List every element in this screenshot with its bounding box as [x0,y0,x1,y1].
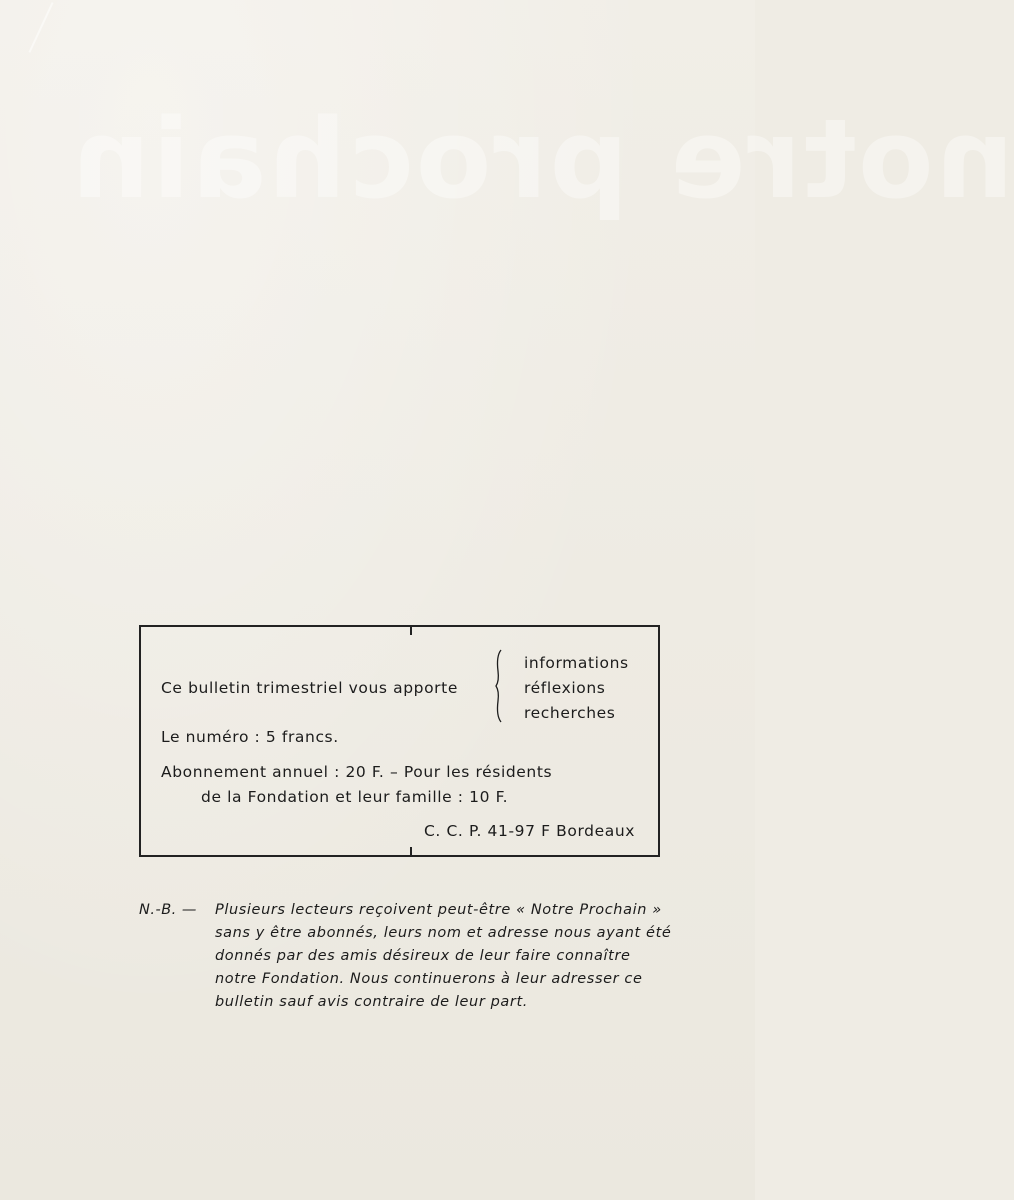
price-text: Le numéro : 5 francs. [161,728,339,746]
note-line: notre Fondation. Nous continuerons à leur adresser ce [215,971,643,987]
nb-label: N.-B. — [139,902,197,918]
note-line: donnés par des amis désireux de leur faire connaître [215,948,631,964]
ccp-account: C. C. P. 41-97 F Bordeaux [424,822,636,840]
subscription-line-2: de la Fondation et leur famille : 10 F. [201,788,509,806]
note-line: bulletin sauf avis contraire de leur part. [215,994,528,1010]
note-line: sans y être abonnés, leurs nom et adresse nous ayant été [215,925,672,941]
subscription-line-1: Abonnement annuel : 20 F. – Pour les résidents [161,763,553,781]
box-top-notch [410,627,412,635]
topic-informations: informations [524,654,629,672]
show-through-title: notre prochain [70,95,1014,223]
topic-reflexions: réflexions [524,679,606,697]
subscription-info-box [139,625,660,857]
curly-brace-icon [495,649,503,723]
box-bottom-notch [410,847,412,855]
topic-recherches: recherches [524,704,616,722]
paper-fold-mark [28,2,53,53]
note-line: Plusieurs lecteurs reçoivent peut-être « Notre Prochain » [215,902,662,918]
intro-text: Ce bulletin trimestriel vous apporte [161,679,458,697]
